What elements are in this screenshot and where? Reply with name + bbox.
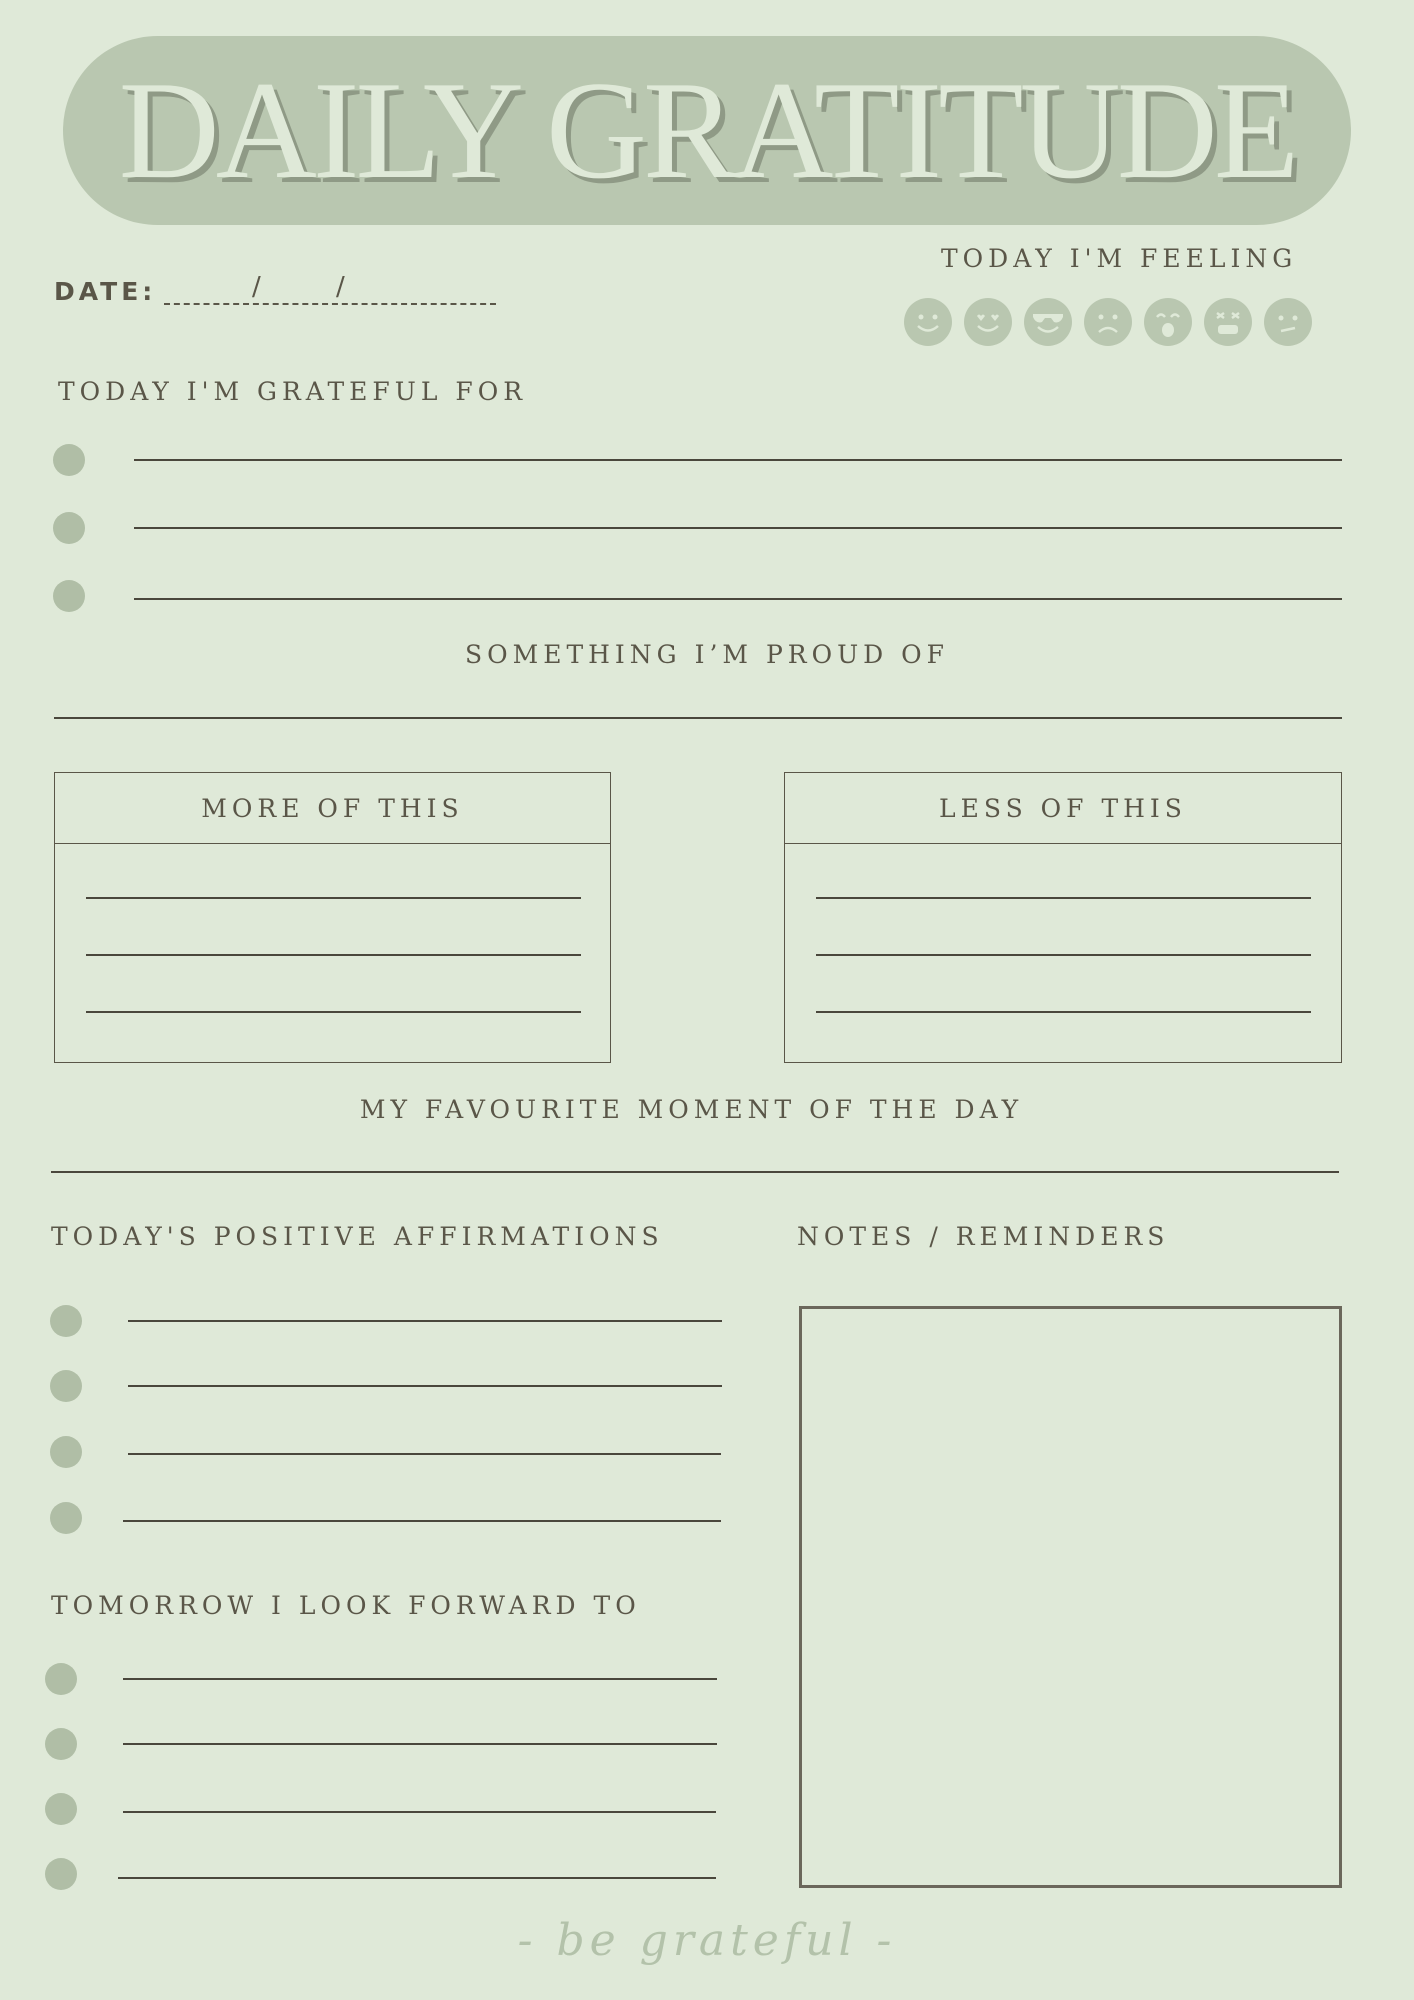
proud-heading: SOMETHING I’M PROUD OF [464,640,950,669]
less-of-this-line-2[interactable] [816,954,1311,956]
affirmation-line-1[interactable] [128,1320,722,1322]
date-separator: / [252,272,261,302]
footer-tagline: - be grateful - [517,1915,897,1966]
shocked-emoji-icon[interactable] [1144,298,1192,346]
affirmation-bullet [50,1436,82,1468]
grateful-heading: TODAY I'M GRATEFUL FOR [58,377,528,406]
more-of-this-line-1[interactable] [86,897,581,899]
more-of-this-box [54,772,611,1063]
less-of-this-box [784,772,1342,1063]
affirmations-heading: TODAY'S POSITIVE AFFIRMATIONS [51,1222,664,1251]
mood-heading: TODAY I'M FEELING [941,244,1298,273]
angry-emoji-icon[interactable] [1204,298,1252,346]
more-of-this-heading: MORE OF THIS [201,793,464,823]
grateful-line-2[interactable] [134,527,1342,529]
grateful-line-1[interactable] [134,459,1342,461]
grateful-bullet [53,580,85,612]
grateful-line-3[interactable] [134,598,1342,600]
affirmation-line-4[interactable] [123,1520,721,1522]
more-of-this-line-3[interactable] [86,1011,581,1013]
worried-emoji-icon[interactable] [1264,298,1312,346]
cool-emoji-icon[interactable] [1024,298,1072,346]
favourite-moment-heading: MY FAVOURITE MOMENT OF THE DAY [359,1095,1024,1124]
page-title: DAILY GRATITUDE [118,52,1296,208]
tomorrow-heading: TOMORROW I LOOK FORWARD TO [51,1591,641,1620]
less-of-this-header [785,773,1341,844]
more-of-this-line-2[interactable] [86,954,581,956]
proud-line[interactable] [54,717,1342,719]
tomorrow-line-4[interactable] [118,1877,716,1879]
tomorrow-line-2[interactable] [123,1743,717,1745]
affirmation-bullet [50,1502,82,1534]
favourite-moment-line[interactable] [51,1171,1339,1173]
notes-heading: NOTES / REMINDERS [797,1222,1170,1251]
sad-emoji-icon[interactable] [1084,298,1132,346]
date-field[interactable] [164,303,496,305]
tomorrow-line-3[interactable] [123,1811,716,1813]
less-of-this-line-3[interactable] [816,1011,1311,1013]
date-label: DATE: [54,277,157,306]
less-of-this-heading: LESS OF THIS [939,793,1187,823]
tomorrow-bullet [45,1858,77,1890]
affirmation-line-3[interactable] [128,1453,721,1455]
grateful-bullet [53,512,85,544]
tomorrow-bullet [45,1663,77,1695]
tomorrow-bullet [45,1728,77,1760]
heart-eyes-emoji-icon[interactable] [964,298,1012,346]
affirmation-bullet [50,1370,82,1402]
notes-area[interactable] [799,1306,1342,1888]
date-separator: / [336,272,345,302]
affirmation-bullet [50,1305,82,1337]
tomorrow-line-1[interactable] [123,1678,717,1680]
less-of-this-line-1[interactable] [816,897,1311,899]
more-of-this-header [55,773,610,844]
tomorrow-bullet [45,1793,77,1825]
smile-emoji-icon[interactable] [904,298,952,346]
mood-selector [904,298,1312,346]
affirmation-line-2[interactable] [128,1385,722,1387]
grateful-bullet [53,444,85,476]
